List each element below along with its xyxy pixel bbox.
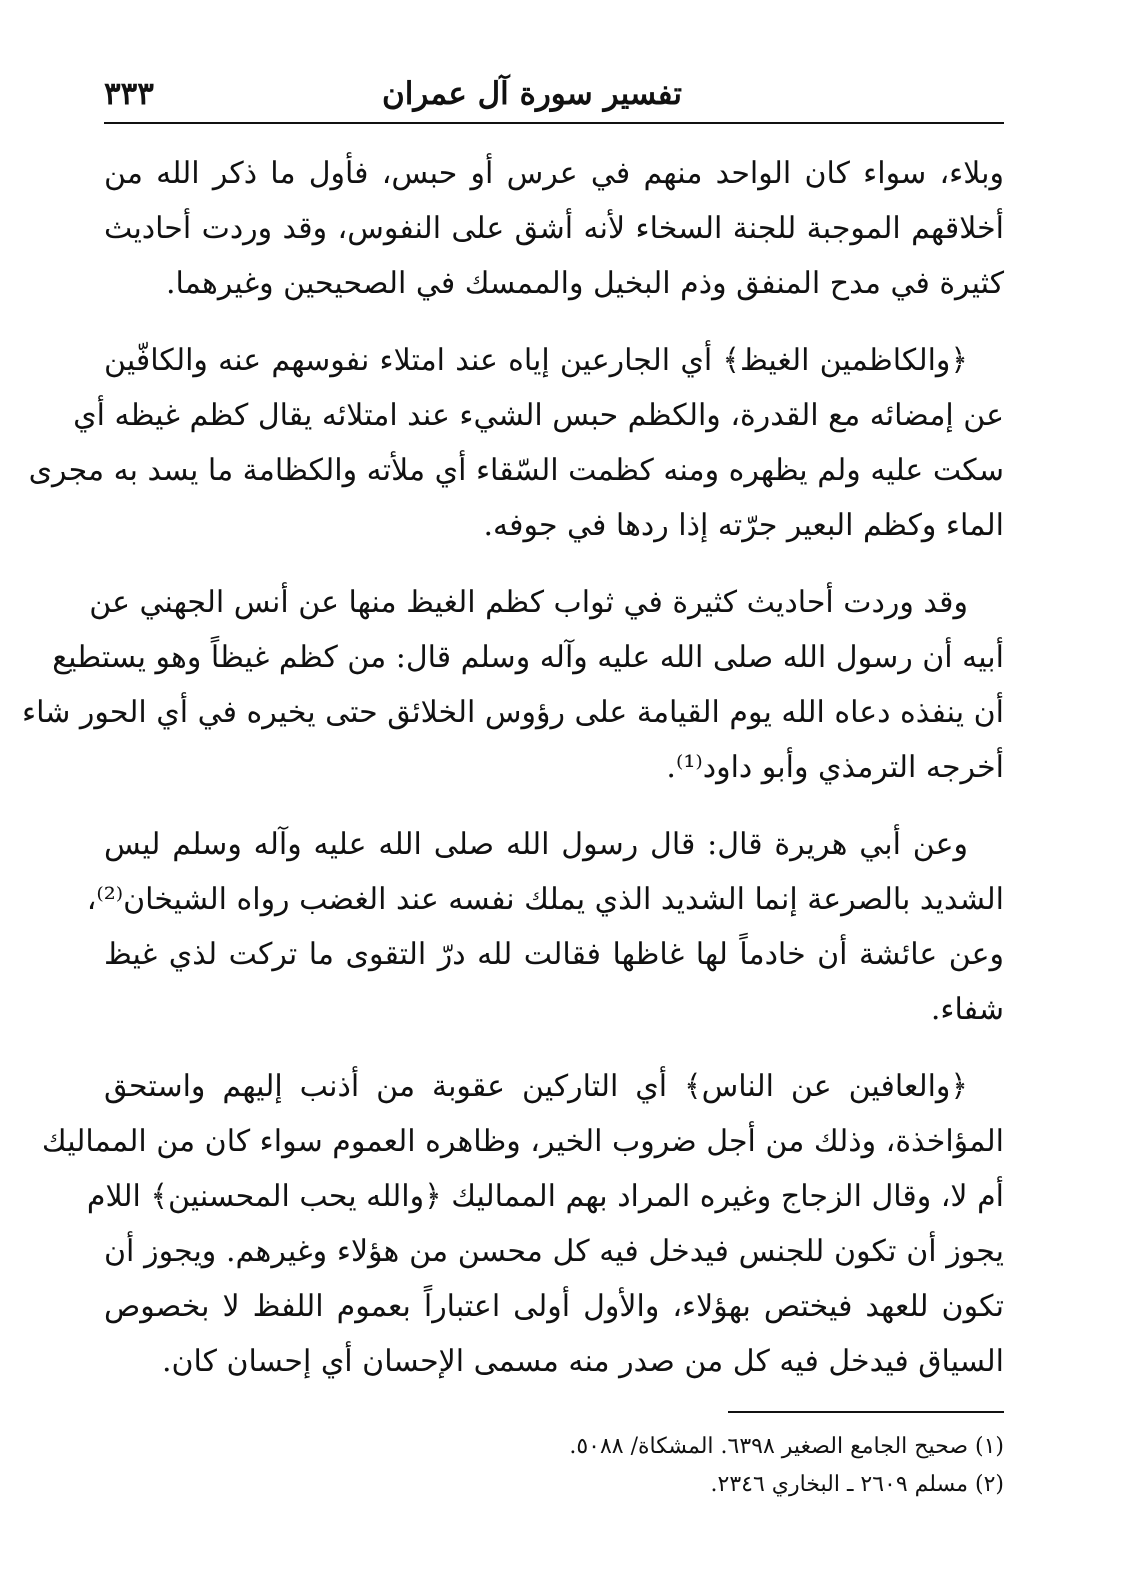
text-line: وقد وردت أحاديث كثيرة في ثواب كظم الغيظ منها عن أنس الجهني عن <box>89 585 968 620</box>
header-divider <box>104 122 1004 124</box>
text-line: الشديد بالصرعة إنما الشديد الذي يملك نفسه عند الغضب رواه الشيخان⁽²⁾، <box>86 882 1004 917</box>
text-line: الماء وكظم البعير جرّته إذا ردها في جوفه. <box>483 508 1004 543</box>
text-line: كثيرة في مدح المنفق وذم البخيل والممسك في الصحيحين وغيرهما. <box>166 266 1004 301</box>
text-line: يجوز أن تكون للجنس فيدخل فيه كل محسن من هؤلاء وغيرهم. ويجوز أن <box>104 1234 1004 1269</box>
paragraph <box>41 1059 1004 1389</box>
text-line: سكت عليه ولم يظهره ومنه كظمت السّقاء أي ملأته والكظامة ما يسد به مجرى <box>28 453 1004 488</box>
text-line: عن إمضائه مع القدرة، والكظم حبس الشيء عند امتلائه يقال كظم غيظه أي <box>73 398 1004 433</box>
text-line: ﴿والعافين عن الناس﴾ أي التاركين عقوبة من أذنب إليهم واستحق <box>104 1069 968 1104</box>
paragraph <box>104 146 1004 311</box>
text-line: أخلاقهم الموجبة للجنة السخاء لأنه أشق على النفوس، وقد وردت أحاديث <box>104 211 1004 246</box>
page-header <box>104 72 1004 118</box>
paragraph <box>86 817 1004 1037</box>
footnote-divider <box>728 1411 1004 1413</box>
main-text <box>22 146 1004 1389</box>
running-title: تفسير سورة آل عمران <box>381 76 682 112</box>
footnotes <box>104 1428 1004 1504</box>
text-line: المؤاخذة، وذلك من أجل ضروب الخير، وظاهره العموم سواء كان من المماليك <box>41 1124 1004 1159</box>
text-line: أن ينفذه دعاه الله يوم القيامة على رؤوس الخلائق حتى يخيره في أي الحور شاء <box>22 695 1004 730</box>
text-line: وعن عائشة أن خادماً لها غاظها فقالت لله درّ التقوى ما تركت لذي غيظ <box>104 937 1004 972</box>
footnote: (١) صحيح الجامع الصغير ٦٣٩٨. المشكاة/ ٥٠٨٨. <box>569 1434 1004 1459</box>
text-line: السياق فيدخل فيه كل من صدر منه مسمى الإحسان أي إحسان كان. <box>161 1344 1004 1379</box>
text-line: أبيه أن رسول الله صلى الله عليه وآله وسلم قال: من كظم غيظاً وهو يستطيع <box>52 640 1004 675</box>
text-line: ﴿والكاظمين الغيظ﴾ أي الجارعين إياه عند امتلاء نفوسهم عنه والكافّين <box>104 343 968 378</box>
paragraph <box>28 333 1004 553</box>
text-line: أخرجه الترمذي وأبو داود⁽¹⁾. <box>666 750 1004 785</box>
text-line: وعن أبي هريرة قال: قال رسول الله صلى الله عليه وآله وسلم ليس <box>104 827 968 862</box>
footnote: (٢) مسلم ٢٦٠٩ ـ البخاري ٢٣٤٦. <box>710 1472 1004 1497</box>
text-line: وبلاء، سواء كان الواحد منهم في عرس أو حبس، فأول ما ذكر الله من <box>104 156 1004 191</box>
text-line: شفاء. <box>930 992 1004 1027</box>
paragraph <box>22 575 1004 795</box>
page-number: ٣٣٣ <box>104 76 154 112</box>
text-line: أم لا، وقال الزجاج وغيره المراد بهم المماليك ﴿والله يحب المحسنين﴾ اللام <box>86 1179 1004 1214</box>
text-line: تكون للعهد فيختص بهؤلاء، والأول أولى اعتباراً بعموم اللفظ لا بخصوص <box>104 1289 1004 1324</box>
